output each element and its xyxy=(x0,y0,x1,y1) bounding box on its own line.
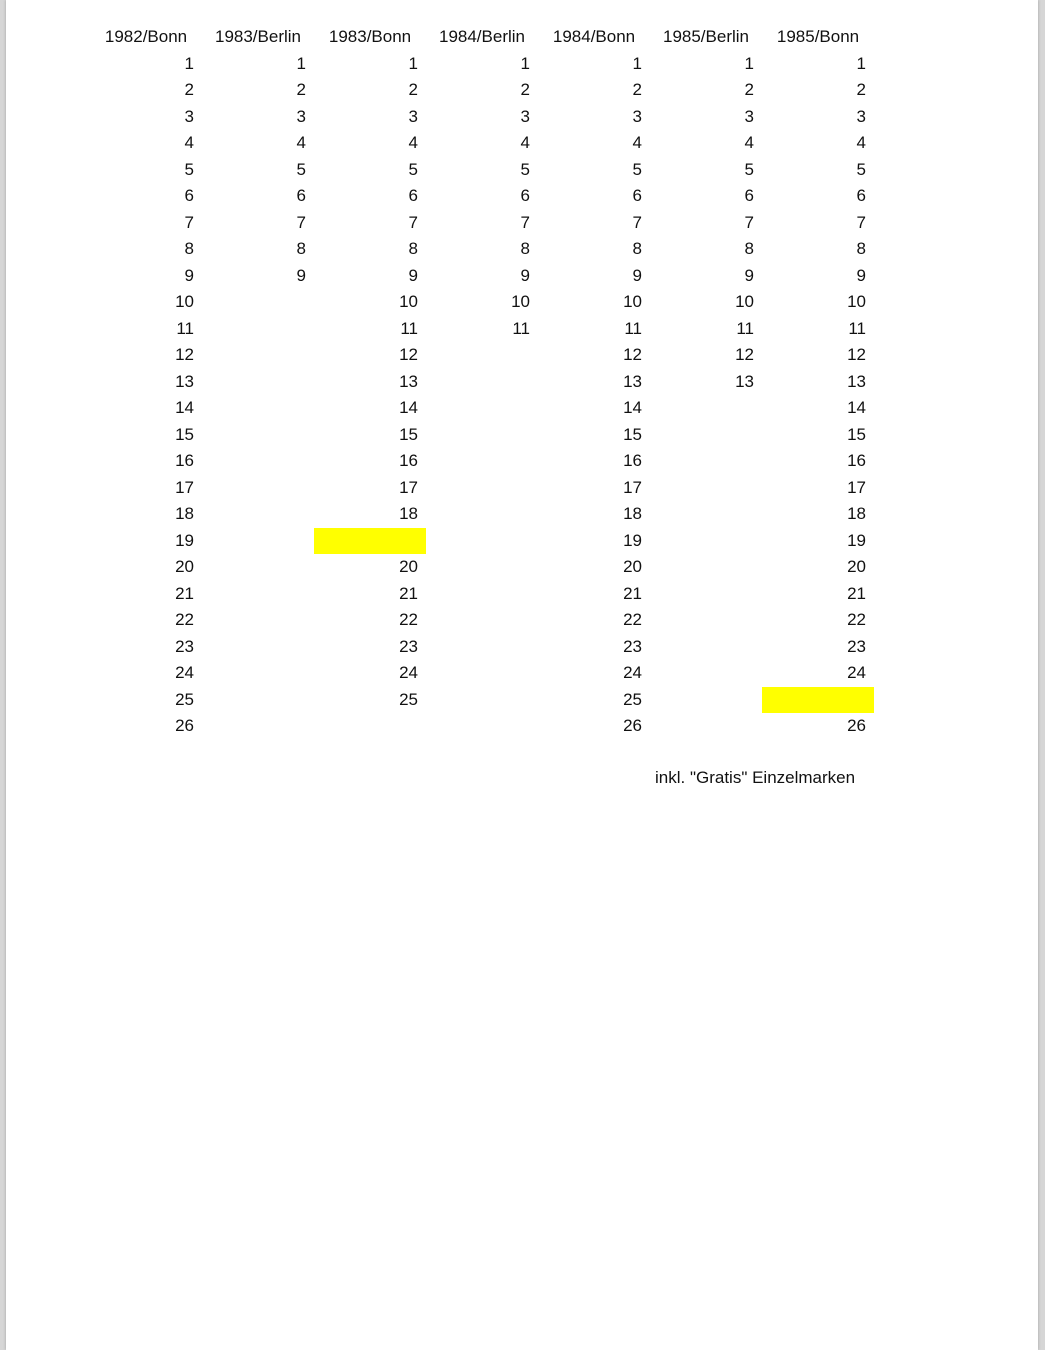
table-cell[interactable] xyxy=(426,713,538,740)
table-cell[interactable]: 1 xyxy=(632,53,642,73)
table-cell[interactable] xyxy=(650,554,762,581)
column-header[interactable]: 1985/Bonn xyxy=(776,27,860,47)
table-cell[interactable]: 6 xyxy=(184,186,194,206)
table-cell[interactable]: 1 xyxy=(184,53,194,73)
table-cell[interactable] xyxy=(202,501,314,528)
table-cell[interactable]: 2 xyxy=(408,80,418,100)
table-row xyxy=(90,581,874,608)
table-cell[interactable]: 10 xyxy=(511,292,530,312)
table-row xyxy=(90,475,874,502)
table-row xyxy=(90,607,874,634)
table-cell[interactable]: 1 xyxy=(520,53,530,73)
table-cell[interactable]: 17 xyxy=(847,477,866,497)
table-cell[interactable]: 6 xyxy=(632,186,642,206)
table-cell[interactable] xyxy=(426,634,538,661)
table-row xyxy=(90,104,874,131)
table-cell[interactable]: 9 xyxy=(184,265,194,285)
table-cell[interactable] xyxy=(202,475,314,502)
table-cell[interactable]: 10 xyxy=(175,292,194,312)
table-cell[interactable] xyxy=(426,448,538,475)
table-body xyxy=(90,51,874,740)
table-row xyxy=(90,210,874,237)
table-cell[interactable]: 12 xyxy=(847,345,866,365)
table-cell[interactable]: 8 xyxy=(744,239,754,259)
table-cell[interactable]: 3 xyxy=(184,106,194,126)
table-cell[interactable]: 24 xyxy=(175,663,194,683)
table-cell[interactable]: 1 xyxy=(296,53,306,73)
table-cell[interactable]: 25 xyxy=(399,689,418,709)
table-cell[interactable]: 8 xyxy=(856,239,866,259)
table-cell[interactable]: 14 xyxy=(623,398,642,418)
table-cell[interactable] xyxy=(426,581,538,608)
table-cell[interactable]: 11 xyxy=(736,318,754,338)
table-cell[interactable]: 10 xyxy=(847,292,866,312)
table-cell[interactable]: 5 xyxy=(520,159,530,179)
table-cell[interactable]: 13 xyxy=(735,371,754,391)
table-cell[interactable] xyxy=(202,687,314,714)
spreadsheet-page xyxy=(6,0,1038,1350)
table-cell[interactable] xyxy=(426,501,538,528)
table-cell[interactable]: 6 xyxy=(296,186,306,206)
table-cell[interactable] xyxy=(650,634,762,661)
table-cell[interactable] xyxy=(202,660,314,687)
table-cell[interactable]: 14 xyxy=(399,398,418,418)
table-cell[interactable]: 7 xyxy=(520,212,530,232)
table-cell[interactable]: 2 xyxy=(856,80,866,100)
table-cell[interactable]: 16 xyxy=(175,451,194,471)
table-cell[interactable]: 23 xyxy=(847,636,866,656)
table-cell[interactable] xyxy=(426,395,538,422)
table-cell[interactable]: 18 xyxy=(175,504,194,524)
table-row xyxy=(90,289,874,316)
table-cell[interactable]: 2 xyxy=(296,80,306,100)
table-cell[interactable]: 6 xyxy=(856,186,866,206)
table-cell[interactable]: 15 xyxy=(175,424,194,444)
table-cell[interactable]: 24 xyxy=(399,663,418,683)
highlighted-cell[interactable] xyxy=(762,687,874,714)
table-cell[interactable]: 4 xyxy=(408,133,418,153)
table-cell[interactable]: 11 xyxy=(624,318,642,338)
table-cell[interactable]: 18 xyxy=(399,504,418,524)
table-cell[interactable]: 16 xyxy=(623,451,642,471)
table-row xyxy=(90,395,874,422)
table-cell[interactable]: 11 xyxy=(176,318,194,338)
table-cell[interactable]: 26 xyxy=(175,716,194,736)
table-cell[interactable]: 26 xyxy=(847,716,866,736)
table-cell[interactable]: 11 xyxy=(512,318,530,338)
table-cell[interactable]: 19 xyxy=(175,530,194,550)
header-row xyxy=(90,24,874,51)
table-cell[interactable]: 6 xyxy=(520,186,530,206)
table-cell[interactable]: 12 xyxy=(175,345,194,365)
table-row xyxy=(90,713,874,740)
table-cell[interactable]: 4 xyxy=(520,133,530,153)
table-cell[interactable]: 21 xyxy=(399,583,418,603)
table-row xyxy=(90,183,874,210)
table-cell[interactable]: 17 xyxy=(399,477,418,497)
table-cell[interactable]: 22 xyxy=(175,610,194,630)
table-cell[interactable]: 21 xyxy=(847,583,866,603)
table-row xyxy=(90,369,874,396)
table-row xyxy=(90,554,874,581)
table-cell[interactable]: 25 xyxy=(175,689,194,709)
column-header[interactable]: 1983/Bonn xyxy=(328,27,412,47)
table-cell[interactable] xyxy=(202,289,314,316)
table-cell[interactable] xyxy=(314,713,426,740)
table-cell[interactable] xyxy=(426,475,538,502)
table-cell[interactable] xyxy=(202,369,314,396)
table-cell[interactable]: 3 xyxy=(744,106,754,126)
table-row xyxy=(90,236,874,263)
table-cell[interactable]: 2 xyxy=(184,80,194,100)
table-cell[interactable]: 3 xyxy=(408,106,418,126)
table-cell[interactable]: 4 xyxy=(632,133,642,153)
table-cell[interactable]: 2 xyxy=(744,80,754,100)
table-cell[interactable] xyxy=(426,422,538,449)
table-cell[interactable]: 7 xyxy=(296,212,306,232)
table-cell[interactable]: 9 xyxy=(520,265,530,285)
table-cell[interactable]: 9 xyxy=(744,265,754,285)
table-cell[interactable]: 22 xyxy=(847,610,866,630)
table-row xyxy=(90,448,874,475)
table-cell[interactable]: 26 xyxy=(623,716,642,736)
table-row xyxy=(90,51,874,78)
table-row xyxy=(90,263,874,290)
table-cell[interactable]: 23 xyxy=(399,636,418,656)
table-cell[interactable]: 15 xyxy=(623,424,642,444)
column-header[interactable]: 1984/Berlin xyxy=(438,27,525,47)
table-cell[interactable]: 14 xyxy=(175,398,194,418)
table-row xyxy=(90,342,874,369)
table-cell[interactable]: 9 xyxy=(296,265,306,285)
table-cell[interactable]: 16 xyxy=(399,451,418,471)
table-cell[interactable]: 14 xyxy=(847,398,866,418)
table-cell[interactable]: 4 xyxy=(296,133,306,153)
table-cell[interactable]: 23 xyxy=(623,636,642,656)
table-cell[interactable]: 2 xyxy=(520,80,530,100)
table-cell[interactable] xyxy=(426,607,538,634)
table-cell[interactable]: 22 xyxy=(623,610,642,630)
table-row xyxy=(90,501,874,528)
table-cell[interactable] xyxy=(650,660,762,687)
table-cell[interactable]: 7 xyxy=(632,212,642,232)
table-cell[interactable]: 10 xyxy=(735,292,754,312)
table-cell[interactable]: 13 xyxy=(623,371,642,391)
table-cell[interactable]: 6 xyxy=(744,186,754,206)
column-header[interactable]: 1985/Berlin xyxy=(662,27,749,47)
stamp-issue-table xyxy=(90,24,874,740)
table-cell[interactable]: 8 xyxy=(184,239,194,259)
table-cell[interactable] xyxy=(650,528,762,555)
table-cell[interactable] xyxy=(650,581,762,608)
table-cell[interactable]: 8 xyxy=(632,239,642,259)
table-cell[interactable]: 21 xyxy=(623,583,642,603)
table-cell[interactable]: 20 xyxy=(399,557,418,577)
table-cell[interactable]: 8 xyxy=(408,239,418,259)
table-cell[interactable] xyxy=(650,687,762,714)
table-cell[interactable] xyxy=(650,713,762,740)
table-row xyxy=(90,660,874,687)
table-cell[interactable] xyxy=(426,342,538,369)
table-cell[interactable]: 22 xyxy=(399,610,418,630)
table-cell[interactable] xyxy=(202,607,314,634)
table-cell[interactable]: 24 xyxy=(847,663,866,683)
footnote-text: inkl. "Gratis" Einzelmarken xyxy=(655,768,856,787)
table-row xyxy=(90,422,874,449)
table-cell[interactable]: 20 xyxy=(623,557,642,577)
table-cell[interactable]: 12 xyxy=(623,345,642,365)
table-cell[interactable]: 13 xyxy=(847,371,866,391)
table-cell[interactable] xyxy=(202,448,314,475)
table-cell[interactable]: 4 xyxy=(184,133,194,153)
table-cell[interactable]: 8 xyxy=(520,239,530,259)
table-cell[interactable]: 4 xyxy=(744,133,754,153)
table-cell[interactable]: 15 xyxy=(399,424,418,444)
table-cell[interactable]: 2 xyxy=(632,80,642,100)
table-cell[interactable]: 1 xyxy=(408,53,418,73)
table-cell[interactable]: 9 xyxy=(632,265,642,285)
table-cell[interactable] xyxy=(650,501,762,528)
table-cell[interactable] xyxy=(202,554,314,581)
table-cell[interactable] xyxy=(650,607,762,634)
table-cell[interactable] xyxy=(426,554,538,581)
table-cell[interactable] xyxy=(202,316,314,343)
table-cell[interactable]: 13 xyxy=(175,371,194,391)
table-cell[interactable]: 5 xyxy=(184,159,194,179)
table-row xyxy=(90,634,874,661)
table-cell[interactable]: 3 xyxy=(856,106,866,126)
table-cell[interactable] xyxy=(202,395,314,422)
table-cell[interactable] xyxy=(202,581,314,608)
table-cell[interactable] xyxy=(426,660,538,687)
table-cell[interactable]: 19 xyxy=(847,530,866,550)
table-cell[interactable] xyxy=(202,422,314,449)
table-cell[interactable]: 6 xyxy=(408,186,418,206)
table-cell[interactable]: 1 xyxy=(856,53,866,73)
table-cell[interactable]: 5 xyxy=(856,159,866,179)
table-row xyxy=(90,528,874,555)
table-cell[interactable] xyxy=(426,687,538,714)
table-cell[interactable]: 10 xyxy=(399,292,418,312)
table-cell[interactable]: 18 xyxy=(623,504,642,524)
table-cell[interactable] xyxy=(202,342,314,369)
table-cell[interactable]: 5 xyxy=(296,159,306,179)
table-cell[interactable]: 12 xyxy=(735,345,754,365)
table-cell[interactable]: 20 xyxy=(847,557,866,577)
table-cell[interactable]: 9 xyxy=(408,265,418,285)
column-header[interactable]: 1983/Berlin xyxy=(214,27,301,47)
table-cell[interactable]: 3 xyxy=(520,106,530,126)
table-cell[interactable]: 8 xyxy=(296,239,306,259)
table-cell[interactable]: 3 xyxy=(296,106,306,126)
highlighted-cell[interactable] xyxy=(314,528,426,555)
table-cell[interactable]: 17 xyxy=(175,477,194,497)
table-row xyxy=(90,130,874,157)
table-cell[interactable]: 16 xyxy=(847,451,866,471)
table-row xyxy=(90,157,874,184)
table-cell[interactable] xyxy=(650,448,762,475)
table-cell[interactable]: 7 xyxy=(856,212,866,232)
table-cell[interactable]: 4 xyxy=(856,133,866,153)
table-cell[interactable]: 5 xyxy=(744,159,754,179)
table-cell[interactable] xyxy=(426,369,538,396)
table-cell[interactable]: 9 xyxy=(856,265,866,285)
table-cell[interactable]: 19 xyxy=(623,530,642,550)
table-cell[interactable]: 18 xyxy=(847,504,866,524)
table-cell[interactable]: 7 xyxy=(184,212,194,232)
table-cell[interactable]: 12 xyxy=(399,345,418,365)
table-cell[interactable]: 20 xyxy=(175,557,194,577)
table-cell[interactable] xyxy=(650,422,762,449)
table-row xyxy=(90,316,874,343)
table-cell[interactable]: 24 xyxy=(623,663,642,683)
table-cell[interactable]: 10 xyxy=(623,292,642,312)
table-cell[interactable]: 11 xyxy=(400,318,418,338)
table-cell[interactable]: 3 xyxy=(632,106,642,126)
column-header[interactable]: 1982/Bonn xyxy=(104,27,188,47)
table-cell[interactable] xyxy=(650,395,762,422)
table-cell[interactable] xyxy=(202,713,314,740)
table-cell[interactable]: 17 xyxy=(623,477,642,497)
table-cell[interactable] xyxy=(426,528,538,555)
table-cell[interactable]: 25 xyxy=(623,689,642,709)
table-cell[interactable]: 7 xyxy=(408,212,418,232)
table-row xyxy=(90,687,874,714)
table-cell[interactable] xyxy=(202,528,314,555)
table-cell[interactable] xyxy=(650,475,762,502)
table-cell[interactable]: 13 xyxy=(399,371,418,391)
table-cell[interactable]: 1 xyxy=(744,53,754,73)
table-cell[interactable]: 5 xyxy=(408,159,418,179)
table-cell[interactable]: 21 xyxy=(175,583,194,603)
table-cell[interactable]: 5 xyxy=(632,159,642,179)
table-cell[interactable]: 15 xyxy=(847,424,866,444)
table-cell[interactable]: 7 xyxy=(744,212,754,232)
table-cell[interactable]: 23 xyxy=(175,636,194,656)
column-header[interactable]: 1984/Bonn xyxy=(552,27,636,47)
table-cell[interactable]: 11 xyxy=(848,318,866,338)
table-cell[interactable] xyxy=(202,634,314,661)
table-row xyxy=(90,77,874,104)
